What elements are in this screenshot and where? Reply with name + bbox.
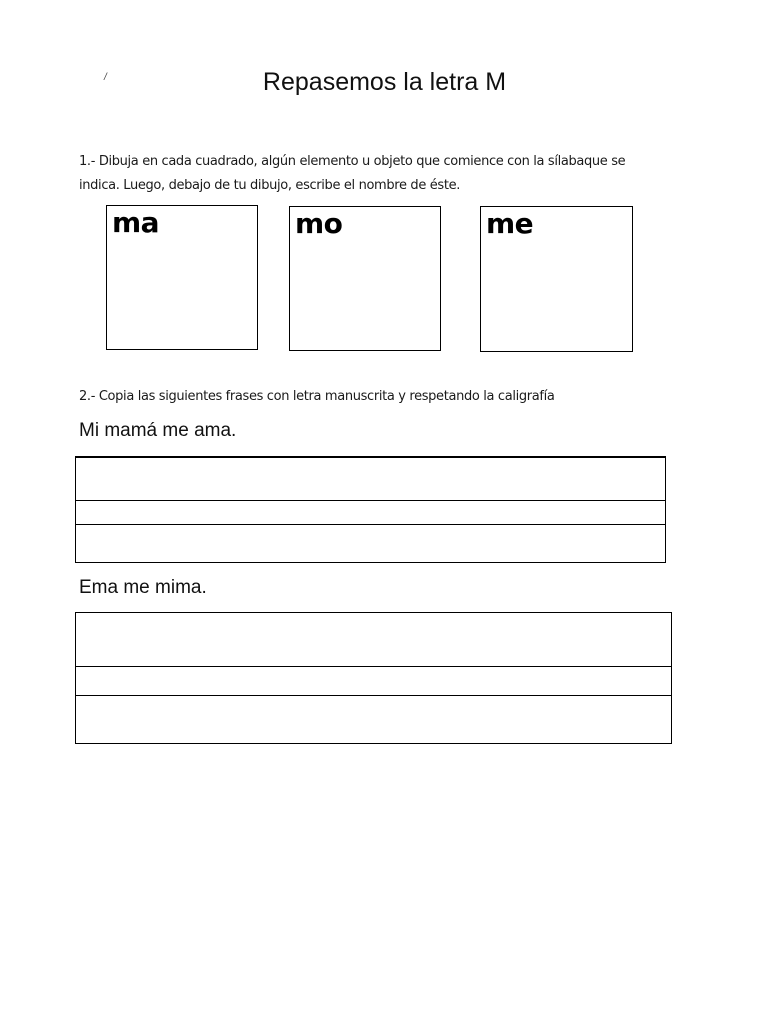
syllable-label: mo — [295, 207, 343, 240]
page-title — [0, 68, 768, 97]
instruction-1-line-2: indica. Luego, debajo de tu dibujo, escribe el nombre de éste. — [79, 178, 460, 193]
writing-lines-1[interactable] — [75, 456, 666, 563]
instruction-2: 2.- Copia las siguientes frases con letra manuscrita y respetando la caligrafía — [79, 389, 555, 404]
instruction-1 — [79, 150, 689, 198]
page-title-text: Repasemos la letra M — [262, 68, 507, 96]
writing-line — [76, 524, 665, 525]
writing-line — [76, 500, 665, 501]
syllable-box-mo[interactable] — [289, 206, 441, 351]
instruction-1-line-1: 1.- Dibuja en cada cuadrado, algún elemento u objeto que comience con la sílabaque se — [79, 154, 626, 169]
stray-mark: / — [104, 72, 107, 83]
syllable-box-me[interactable] — [480, 206, 633, 352]
writing-line — [76, 666, 671, 667]
syllable-label: ma — [112, 206, 160, 239]
phrase-2: Ema me mima. — [79, 577, 207, 598]
syllable-box-ma[interactable] — [106, 205, 258, 350]
writing-line — [76, 695, 671, 696]
phrase-1: Mi mamá me ama. — [79, 420, 237, 441]
syllable-label: me — [486, 207, 534, 240]
writing-lines-2[interactable] — [75, 612, 672, 744]
